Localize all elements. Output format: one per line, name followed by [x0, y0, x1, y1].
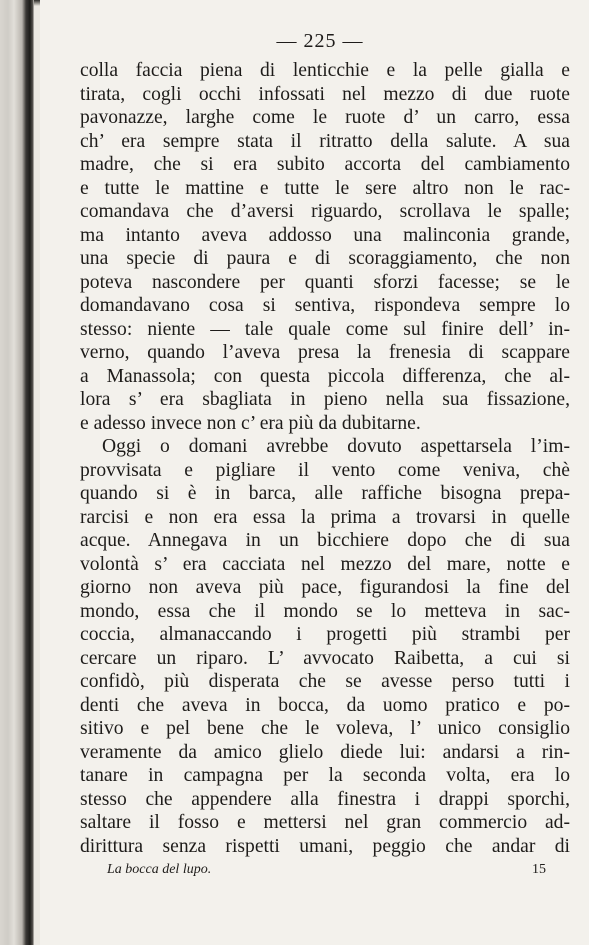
- text-line: volontà s’ era cacciata nel mezzo del mare, notte e: [80, 553, 570, 575]
- text-line: lora s’ era sbagliata in pieno nella sua fissazione,: [80, 389, 570, 410]
- text-line: una specie di paura e di scoraggiamento, che non: [80, 248, 570, 269]
- book-page: [40, 0, 589, 945]
- text-line: coccia, almanaccando i progetti più strambi per: [80, 624, 570, 645]
- text-line: Oggi o domani avrebbe dovuto aspettarsela l’im-: [102, 436, 570, 457]
- text-line: confidò, più disperata che se avesse perso tutti i: [80, 671, 570, 692]
- text-line: domandavano cosa si sentiva, rispondeva sempre lo: [80, 295, 570, 316]
- text-line: comandava che d’aversi riguardo, scrollava le spalle;: [80, 201, 570, 222]
- footer-book-title: La bocca del lupo.: [107, 862, 212, 877]
- text-line: tanare in campagna per la seconda volta, era lo: [80, 765, 570, 786]
- text-line: tirata, cogli occhi infossati nel mezzo di due ruote: [80, 83, 570, 105]
- text-line: veramente da amico glielo diede lui: andarsi a rin-: [80, 741, 570, 763]
- page-number: — 225 —: [276, 30, 364, 52]
- text-line: colla faccia piena di lenticchie e la pelle gialla e: [80, 60, 570, 81]
- text-line: cercare un riparo. L’ avvocato Raibetta, a cui si: [80, 647, 570, 669]
- text-line: poteva nascondere per quanti sforzi facesse; se le: [80, 271, 570, 293]
- text-line: ma intanto aveva addosso una malinconia grande,: [80, 224, 570, 246]
- text-line: quando si è in barca, alle raffiche bisogna prepa-: [80, 483, 570, 504]
- text-line: dirittura senza rispetti umani, peggio che andar di: [80, 835, 570, 857]
- text-line: pavonazze, larghe come le ruote d’ un carro, essa: [80, 107, 570, 128]
- text-line: denti che aveva in bocca, da uomo pratico e po-: [80, 694, 570, 716]
- body-text: [80, 59, 570, 858]
- text-line: stesso: niente — tale quale come sul finire dell’ in-: [80, 318, 570, 340]
- text-line: e tutte le mattine e tutte le sere altro non le rac-: [80, 177, 570, 199]
- text-line: acque. Annegava in un bicchiere dopo che di sua: [80, 530, 570, 551]
- text-line: rarcisi e non era essa la prima a trovarsi in quelle: [80, 506, 570, 528]
- text-line: madre, che si era subito accorta del cambiamento: [80, 154, 570, 175]
- text-line: a Manassola; con questa piccola differenza, che al-: [80, 365, 570, 387]
- text-line: provvisata e pigliare il vento come veniva, chè: [80, 459, 570, 481]
- text-line: saltare il fosso e mettersi nel gran commercio ad-: [80, 812, 570, 833]
- footer-signature-mark: 15: [532, 862, 546, 877]
- text-line: giorno non aveva più pace, figurandosi la fine del: [80, 577, 570, 598]
- text-line: sitivo e pel bene che le voleva, l’ unico consiglio: [80, 718, 570, 739]
- text-line: e adesso invece non c’ era più da dubitarne.: [80, 412, 421, 434]
- text-line: ch’ era sempre stata il ritratto della salute. A sua: [80, 130, 570, 152]
- text-line: stesso che appendere alla finestra i drappi sporchi,: [80, 788, 570, 810]
- text-line: mondo, essa che il mondo se lo metteva in sac-: [80, 600, 570, 622]
- text-line: verno, quando l’aveva presa la frenesia di scappare: [80, 342, 570, 363]
- book-binding-shadow: [0, 0, 34, 945]
